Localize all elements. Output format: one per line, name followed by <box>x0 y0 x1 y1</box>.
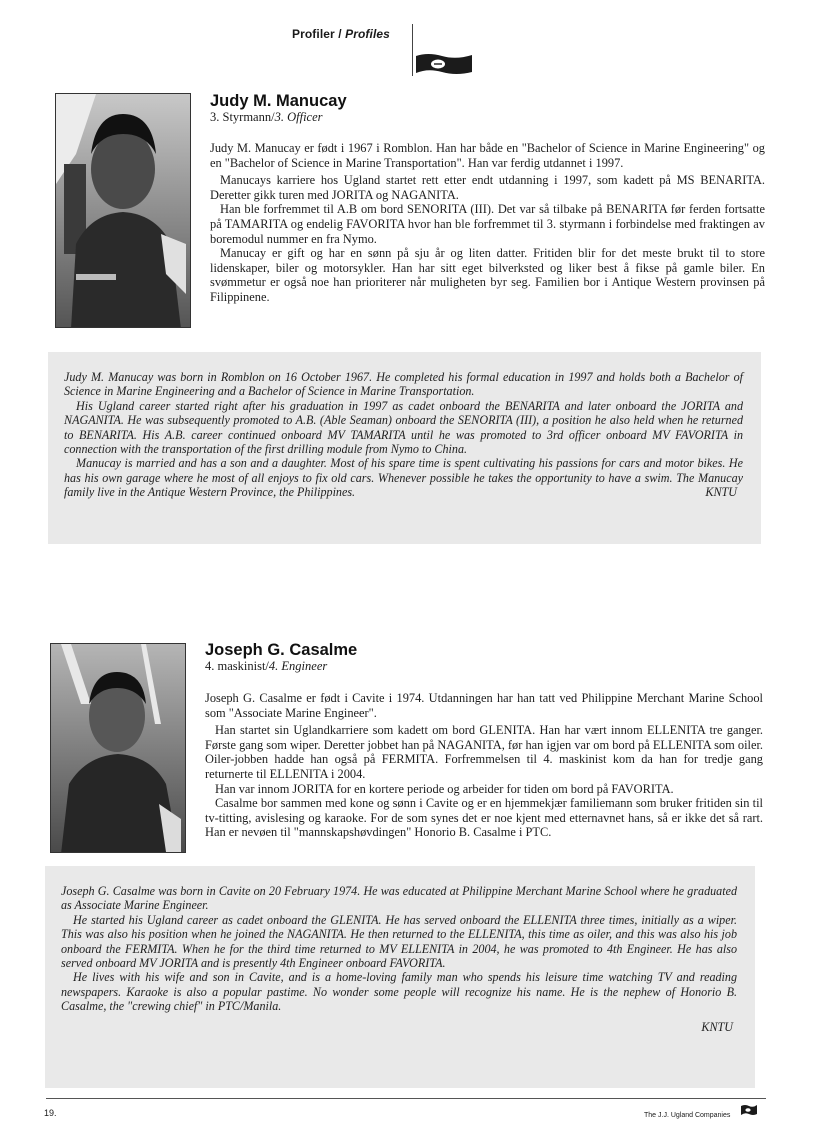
profile-role-manucay <box>210 110 323 125</box>
page-number: 19. <box>44 1108 57 1118</box>
paragraph: He lives with his wife and son in Cavite, and is a home-loving family man who spends his leisure time watching TV and reading newspapers. Karaoke is also a popular pastime. No wonder some people will recognize his name. He is the nephew of Honorio B. Casalme, the "crewing chief" in PTC/Manila. <box>61 970 737 1014</box>
paragraph: Han ble forfremmet til A.B om bord SENORITA (III). Det var så tilbake på BENARITA før ferden fortsatte på TAMARITA og endelig FAVORITA hvor han ble forfremmet til 3. styrmann i forbindelse med fraktingen av boremodul nummer en fra Nymo. <box>210 202 765 246</box>
paragraph: He started his Ugland career as cadet onboard the GLENITA. He has served onboard the ELLENITA three times, initially as a wiper. This was also his position when he joined the NAGANITA. He then returned to the ELLENITA, this time as oiler, and this was also his job onboard the FERMITA. When he for the third time returned to MV ELLENITA in 2004, he was promoted to 4th Engineer. He has also served onboard MV JORITA and is presently 4th Engineer onboard FAVORITA. <box>61 912 737 971</box>
role-en: 4. Engineer <box>268 659 328 673</box>
paragraph: Manucay er gift og har en sønn på sju år og liten datter. Fritiden blir for det meste brukt til to store lidenskaper, biler og motorsykler. Han har sitt eget bilverksted og liker best å fikse på gamle biler. En svømmetur er også noe han prioriterer når muligheten byr seg. Familien bor i Antique Western provinsen på Filippinene. <box>210 246 765 304</box>
portrait-photo-manucay <box>55 93 191 328</box>
profile-name-manucay: Judy M. Manucay <box>210 92 347 110</box>
paragraph: His Ugland career started right after his graduation in 1997 as cadet onboard the BENARITA and later onboard the JORITA and NAGANITA. He was subsequently promoted to A.B. (Able Seaman) onboard the SENORITA (III), a position he also held when he returned to BENARITA. His A.B. career continued onboard MV TAMARITA until he was promoted to 3rd officer onboard MV FAVORITA in connection with the transportation of the first drilling module from Nymo to China. <box>64 398 743 457</box>
english-summary-box-casalme <box>45 866 755 1088</box>
paragraph: Joseph G. Casalme er født i Cavite i 1974. Utdanningen har han tatt ved Philippine Merchant Marine School som "Associate Marine Engineer". <box>205 691 763 720</box>
english-summary-text <box>61 884 737 1034</box>
ugland-flag-icon <box>414 52 474 76</box>
profile-body-no-casalme <box>205 691 763 840</box>
paragraph: Joseph G. Casalme was born in Cavite on 20 February 1974. He was educated at Philippine Merchant Marine School where he graduated as Associate Marine Engineer. <box>61 884 737 913</box>
paragraph-text: Manucay is married and has a son and a daughter. Most of his spare time is spent cultivating his passions for cars and motor bikes. He has his own garage where he most of all enjoys to fix old cars. Whenever possible he takes the opportunity to have a swim. The Manucay family live in the Antique Western Province, the Philippines. <box>64 456 743 500</box>
english-summary-box-manucay <box>48 352 761 544</box>
author-signature: KNTU <box>705 485 737 500</box>
page-header <box>292 27 390 41</box>
profile-role-casalme <box>205 659 327 674</box>
footer-rule <box>46 1098 766 1099</box>
role-en: 3. Officer <box>274 110 323 124</box>
author-signature: KNTU <box>701 1019 733 1034</box>
header-rule <box>412 24 413 76</box>
paragraph: Judy M. Manucay er født i 1967 i Romblon. Han har både en "Bachelor of Science in Marine Engineering" og en "Bachelor of Science in Marine Transportation". Han var ferdig utdannet i 1997. <box>210 141 765 170</box>
ugland-flag-icon <box>740 1104 758 1116</box>
paragraph: Judy M. Manucay was born in Romblon on 16 October 1967. He completed his formal education in 1997 and holds both a Bachelor of Science in Marine Engineering and a Bachelor of Science in Marine Transportation. <box>64 370 743 399</box>
paragraph: Casalme bor sammen med kone og sønn i Cavite og er en hjemmekjær familiemann som bruker fritiden sin til tv-titting, avislesing og karaoke. For de som synes det er noe kjent med etternavnet hans, så er ikke det så rart. Han er nevøen til "mannskapshøvdingen" Honorio B. Casalme i PTC. <box>205 796 763 840</box>
profile-name-casalme: Joseph G. Casalme <box>205 641 358 659</box>
paragraph: Han var innom JORITA for en kortere periode og arbeider for tiden om bord på FAVORITA. <box>215 781 674 796</box>
role-no: 4. maskinist/ <box>205 659 269 673</box>
role-no: 3. Styrmann/ <box>210 110 275 124</box>
paragraph: Han startet sin Uglandkarriere som kadett om bord GLENITA. Han har vært innom ELLENITA tre ganger. Første gang som wiper. Deretter jobbet han på NAGANITA, før han igjen var om bord på ELLENITA som oiler. Oiler-jobben hadde han også på FERMITA. Forfremmelsen til 4. maskinist kom da han for tredje gang returnerte til ELLENITA i 2004. <box>205 723 763 781</box>
english-summary-text <box>64 370 743 500</box>
profile-body-no-manucay <box>210 141 765 305</box>
header-en: Profiles <box>345 27 390 41</box>
paragraph <box>64 456 743 499</box>
paragraph: Manucays karriere hos Ugland startet rett etter endt utdanning i 1997, som kadett på MS BENARITA. Deretter gikk turen med JORITA og NAGANITA. <box>210 173 765 202</box>
company-name: The J.J. Ugland Companies <box>644 1112 731 1119</box>
portrait-photo-casalme <box>50 643 186 853</box>
header-no: Profiler / <box>292 27 342 41</box>
